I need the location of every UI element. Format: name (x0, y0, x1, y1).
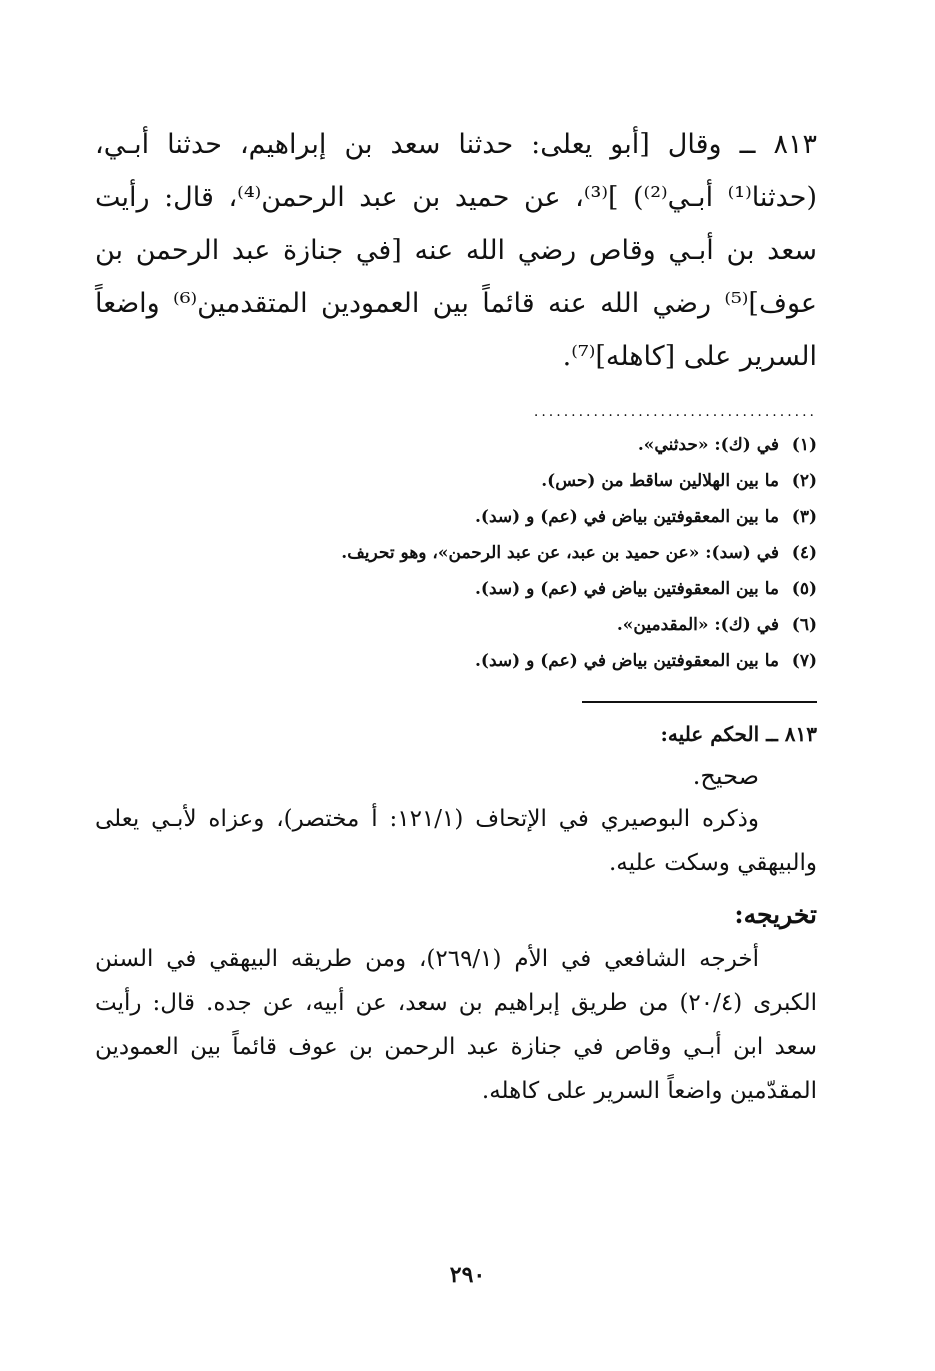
footnote-text: في (سد): «عن حميد بن عبد، عن عبد الرحمن»، وهو تحريف. (341, 543, 779, 563)
footnote-item (95, 535, 817, 571)
footnote-number: (٢) (791, 471, 817, 491)
footnote-item (95, 463, 817, 499)
takhrij-heading: تخريجه: (734, 900, 817, 929)
footnote-item (95, 427, 817, 463)
footnote-item (95, 571, 817, 607)
section-divider (582, 701, 817, 703)
page-number: ٢٩٠ (449, 1262, 486, 1288)
footnote-number: (٦) (791, 615, 817, 635)
footnote-text: ما بين المعقوفتين بياض في (عم) و (سد). (475, 651, 779, 671)
footnote-text: ما بين المعقوفتين بياض في (عم) و (سد). (475, 579, 779, 599)
takhrij-text: أخرجه الشافعي في الأم (٢٦٩/١)، ومن طريقه البيهقي في السنن الكبرى (٢٠/٤) من طريق إبراهيم بن سعد، عن أبيه، عن جده. قال: رأيت سعد ابن أبـي وقاص في جنازة عبد الرحمن بن عوف قائماً بين العمودين المقدّمين واضعاً السرير على كاهله. (95, 946, 817, 1104)
page-content (95, 118, 817, 1113)
footnote-item (95, 499, 817, 535)
footnote-text: ما بين المعقوفتين بياض في (عم) و (سد). (475, 507, 779, 527)
footnote-number: (٧) (791, 651, 817, 671)
footnote-number: (٣) (791, 507, 817, 527)
footnote-item (95, 643, 817, 679)
ruling-heading: ٨١٣ ــ الحكم عليه: (660, 722, 817, 746)
footnote-text: في (ك): «حدثني». (637, 435, 779, 455)
ruling-text: وذكره البوصيري في الإتحاف (١٢١/١: أ مختصر)، وعزاه لأبـي يعلى والبيهقي وسكت عليه. (95, 806, 817, 876)
footnote-number: (١) (791, 435, 817, 455)
footnote-number: (٥) (791, 579, 817, 599)
ruling-verdict: صحيح. (692, 762, 759, 790)
footnote-number: (٤) (791, 543, 817, 563)
footnote-text: ما بين الهلالين ساقط من (حس). (541, 471, 779, 491)
hadith-text: ٨١٣ ــ وقال [أبو يعلى: حدثنا سعد بن إبراهيم، حدثنا أبـي، (حدثنا⁽¹⁾ أبـي⁽²⁾) ]⁽³⁾، عن حميد بن عبد الرحمن⁽⁴⁾، قال: رأيت سعد بن أبـي وقاص رضي الله عنه [في جنازة عبد الرحمن بن عوف]⁽⁵⁾ رضي الله عنه قائماً بين العمودين المتقدمين⁽⁶⁾ واضعاً السرير على [كاهله]⁽⁷⁾. (95, 129, 818, 372)
footnote-item (95, 607, 817, 643)
footnote-text: في (ك): «المقدمين». (616, 615, 779, 635)
footnotes-list (95, 427, 817, 679)
footnote-separator: ...................................... (533, 404, 817, 420)
